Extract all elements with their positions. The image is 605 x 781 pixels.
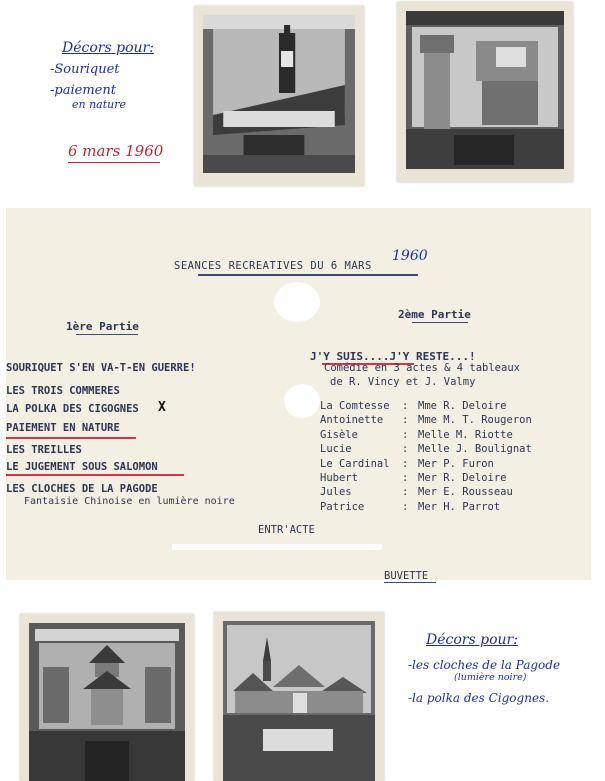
cast-row bbox=[320, 458, 494, 470]
cast-row bbox=[320, 501, 500, 513]
part1-rule bbox=[76, 334, 138, 335]
photo-paiement-decor bbox=[397, 2, 573, 182]
cast-actor: Mer P. Furon bbox=[418, 457, 494, 470]
date-underline bbox=[68, 162, 160, 163]
buvette-rule bbox=[384, 582, 436, 583]
cast-separator: : bbox=[402, 428, 409, 441]
program-item: LES TROIS COMMERES bbox=[6, 385, 120, 397]
cast-separator: : bbox=[402, 500, 409, 513]
highlight-underline bbox=[6, 474, 184, 476]
part2-heading: 2ème Partie bbox=[398, 308, 471, 321]
cast-role: Le Cardinal bbox=[320, 457, 390, 470]
cast-actor: Mme R. Deloire bbox=[418, 400, 507, 412]
note-top-item: -paiement bbox=[50, 83, 116, 98]
entracte-rule bbox=[172, 544, 382, 550]
stage-backdrop-bottle-image bbox=[203, 15, 355, 173]
cast-row bbox=[320, 486, 513, 498]
program-item: LES TREILLES bbox=[6, 444, 82, 456]
note-bottom-heading: Décors pour: bbox=[426, 632, 518, 648]
cast-actor: Melle J. Boulignat bbox=[418, 443, 532, 456]
stage-backdrop-tower-image bbox=[406, 11, 564, 169]
note-top-heading: Décors pour: bbox=[62, 40, 154, 56]
handwritten-x-mark: X bbox=[158, 400, 166, 415]
cast-row bbox=[320, 400, 507, 412]
part1-heading: 1ère Partie bbox=[66, 320, 139, 333]
cast-row bbox=[320, 414, 532, 426]
cast-separator: : bbox=[402, 472, 409, 484]
stage-backdrop-village-image bbox=[223, 621, 375, 781]
program-item-subtitle: Fantaisie Chinoise en lumière noire bbox=[24, 496, 235, 507]
paper-hole bbox=[284, 384, 320, 418]
note-bottom-item: -les cloches de la Pagode bbox=[408, 658, 561, 672]
cast-role: Lucie bbox=[320, 443, 352, 456]
cast-role: Jules bbox=[320, 486, 352, 499]
program-title-year: 1960 bbox=[392, 248, 428, 264]
play-description: Comédie en 3 actes & 4 tableaux bbox=[324, 362, 520, 374]
cast-separator: : bbox=[402, 443, 409, 456]
play-title: J'Y SUIS....J'Y RESTE...! bbox=[310, 350, 476, 363]
note-bottom-item: (lumière noire) bbox=[454, 672, 527, 683]
cast-actor: Mer R. Deloire bbox=[418, 472, 507, 484]
note-bottom bbox=[408, 632, 560, 705]
cast-separator: : bbox=[402, 486, 409, 499]
buvette-label: BUVETTE bbox=[384, 570, 429, 582]
note-top bbox=[50, 40, 154, 111]
cast-role: Antoinette bbox=[320, 414, 384, 427]
cast-row bbox=[320, 443, 532, 455]
highlight-underline bbox=[6, 437, 136, 439]
title-rule bbox=[198, 274, 418, 276]
photo-cigognes-decor bbox=[214, 612, 384, 781]
cast-actor: Mme M. T. Rougeron bbox=[418, 414, 532, 427]
program-item: LA POLKA DES CIGOGNES bbox=[6, 403, 139, 415]
note-top-date: 6 mars 1960 bbox=[68, 142, 164, 160]
note-top-item: -Souriquet bbox=[50, 62, 120, 77]
cast-separator: : bbox=[402, 457, 409, 470]
cast-actor: Melle M. Riotte bbox=[418, 428, 513, 441]
program-item: SOURIQUET S'EN VA-T-EN GUERRE! bbox=[6, 362, 196, 374]
program-item: PAIEMENT EN NATURE bbox=[6, 422, 120, 434]
cast-row bbox=[320, 429, 513, 441]
program-item: LE JUGEMENT SOUS SALOMON bbox=[6, 461, 158, 473]
program-item: LES CLOCHES DE LA PAGODE bbox=[6, 483, 158, 495]
cast-role: La Comtesse bbox=[320, 400, 390, 412]
photo-pagode-decor bbox=[20, 614, 194, 781]
part2-rule bbox=[412, 322, 468, 323]
cast-actor: Mer E. Rousseau bbox=[418, 486, 513, 499]
paper-hole bbox=[274, 282, 320, 322]
stage-backdrop-pagoda-image bbox=[29, 623, 185, 781]
cast-role: Gisèle bbox=[320, 428, 358, 441]
program-title: SEANCES RECREATIVES DU 6 MARS bbox=[174, 260, 372, 272]
program-sheet bbox=[6, 208, 591, 580]
photo-souriquet-decor bbox=[194, 6, 364, 186]
note-bottom-item: -la polka des Cigognes. bbox=[408, 691, 550, 705]
cast-role: Patrice bbox=[320, 500, 365, 513]
cast-role: Hubert bbox=[320, 472, 358, 484]
cast-actor: Mer H. Parrot bbox=[418, 500, 501, 513]
cast-row bbox=[320, 472, 507, 484]
entracte-label: ENTR'ACTE bbox=[258, 524, 315, 536]
cast-separator: : bbox=[402, 400, 409, 412]
play-authors: de R. Vincy et J. Valmy bbox=[330, 376, 476, 388]
cast-separator: : bbox=[402, 414, 409, 427]
note-top-item: en nature bbox=[72, 98, 127, 111]
